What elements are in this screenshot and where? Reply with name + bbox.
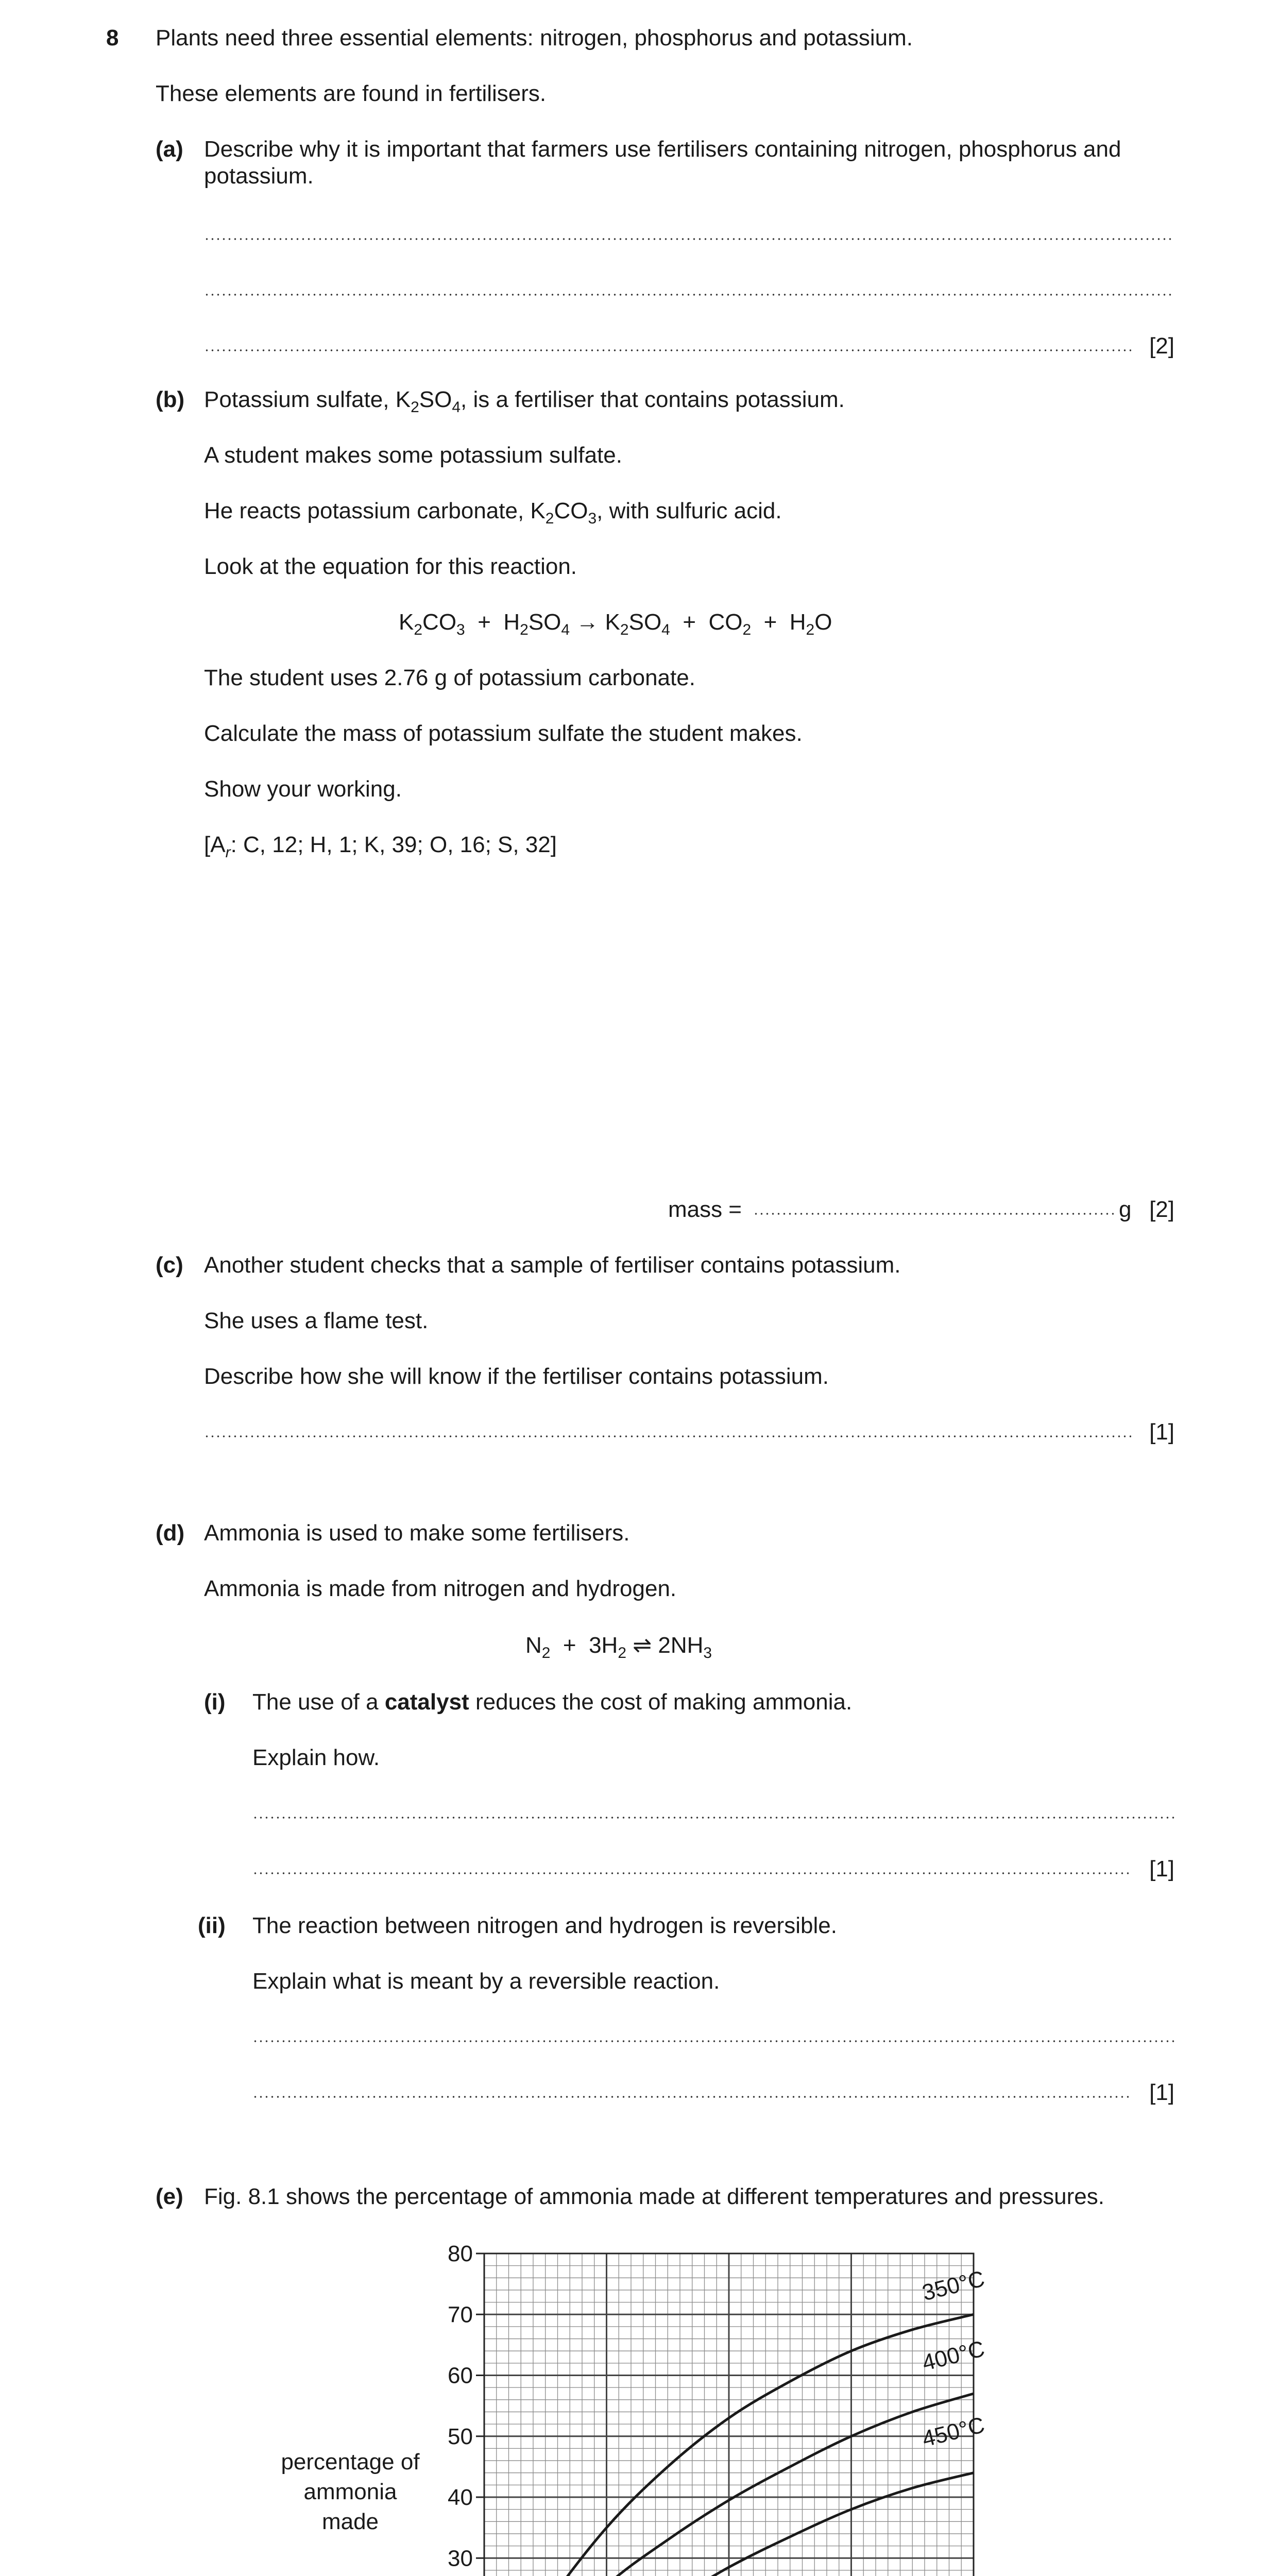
part-d-ii-marks: [1] bbox=[1149, 2080, 1174, 2105]
part-c-line-2: She uses a flame test. bbox=[204, 1308, 429, 1333]
part-d-line-2: Ammonia is made from nitrogen and hydrogen. bbox=[204, 1576, 677, 1601]
chart-y-axis-label: percentage of ammonia made bbox=[281, 2449, 420, 2534]
part-c-label: (c) bbox=[156, 1252, 183, 1278]
y-tick-label: 40 bbox=[448, 2485, 473, 2510]
part-e-label: (e) bbox=[156, 2184, 183, 2209]
reversible-arrow: ⇌ bbox=[633, 1633, 652, 1658]
part-a-question: Describe why it is important that farmers use fertilisers containing nitrogen, phosphorus and potassium. bbox=[204, 137, 1121, 189]
part-c-line-3: Describe how she will know if the fertiliser contains potassium. bbox=[204, 1364, 829, 1389]
part-b-label: (b) bbox=[156, 387, 185, 412]
part-d-i-question: The use of a catalyst reduces the cost of making ammonia. bbox=[252, 1689, 853, 1715]
part-d-ii-line-2: Explain what is meant by a reversible reaction. bbox=[252, 1969, 720, 1994]
part-b-line-7: Show your working. bbox=[204, 776, 402, 802]
part-d-i-line-2: Explain how. bbox=[252, 1745, 380, 1770]
relative-atomic-masses: [$A_r$: C, 12; H, 1; K, 39; O, 16; S, 32] bbox=[204, 832, 557, 861]
chart-ticks bbox=[448, 2241, 993, 2576]
mass-unit: g bbox=[1119, 1197, 1132, 1222]
mass-answer-label: mass = bbox=[668, 1197, 742, 1222]
potassium-carbonate-equation: $K_2CO_3 + H_2SO_4 \to K_2SO_4 + CO_2 + H_2O$ bbox=[399, 609, 832, 638]
question-intro: Plants need three essential elements: nitrogen, phosphorus and potassium. bbox=[156, 25, 913, 50]
y-tick-label: 80 bbox=[448, 2241, 473, 2266]
part-d-i-marks: [1] bbox=[1149, 1856, 1174, 1882]
ammonia-equation: $N_2 + 3H_2$ ⇌ $2NH_3$ bbox=[525, 1633, 712, 1662]
part-b-line-6: Calculate the mass of potassium sulfate the student makes. bbox=[204, 721, 803, 746]
series-label: 450°C bbox=[919, 2412, 987, 2452]
y-tick-label: 60 bbox=[448, 2363, 473, 2388]
question-context: These elements are found in fertilisers. bbox=[156, 81, 547, 106]
part-a-marks: [2] bbox=[1149, 333, 1174, 359]
part-d-label: (d) bbox=[156, 1520, 185, 1546]
part-b-line-3: He reacts potassium carbonate, $K_2CO_3$, with sulfuric acid. bbox=[204, 498, 782, 527]
part-a-label: (a) bbox=[156, 137, 183, 162]
part-d-i-label: (i) bbox=[204, 1689, 226, 1715]
series-label: 400°C bbox=[919, 2336, 987, 2376]
series-label: 350°C bbox=[919, 2266, 987, 2306]
part-c-line-1: Another student checks that a sample of fertiliser contains potassium. bbox=[204, 1252, 901, 1278]
part-b-line-2: A student makes some potassium sulfate. bbox=[204, 443, 622, 468]
part-b-line-5: The student uses 2.76 g of potassium carbonate. bbox=[204, 665, 695, 690]
part-d-line-1: Ammonia is used to make some fertilisers. bbox=[204, 1520, 630, 1546]
part-d-ii-question: The reaction between nitrogen and hydrogen is reversible. bbox=[252, 1913, 837, 1938]
question-number: 8 bbox=[106, 25, 119, 50]
part-e-line-1: Fig. 8.1 shows the percentage of ammonia made at different temperatures and pressures. bbox=[204, 2184, 1104, 2209]
part-b-marks: [2] bbox=[1149, 1197, 1174, 1222]
y-tick-label: 50 bbox=[448, 2424, 473, 2449]
reaction-arrow: → bbox=[576, 609, 599, 635]
part-b-line-1: Potassium sulfate, $K_2SO_4$, is a fertiliser that contains potassium. bbox=[204, 387, 845, 416]
part-b-line-4: Look at the equation for this reaction. bbox=[204, 554, 577, 579]
y-tick-label: 30 bbox=[448, 2546, 473, 2571]
part-d-ii-label: (ii) bbox=[198, 1913, 226, 1938]
y-tick-label: 70 bbox=[448, 2302, 473, 2328]
part-c-marks: [1] bbox=[1149, 1419, 1174, 1445]
